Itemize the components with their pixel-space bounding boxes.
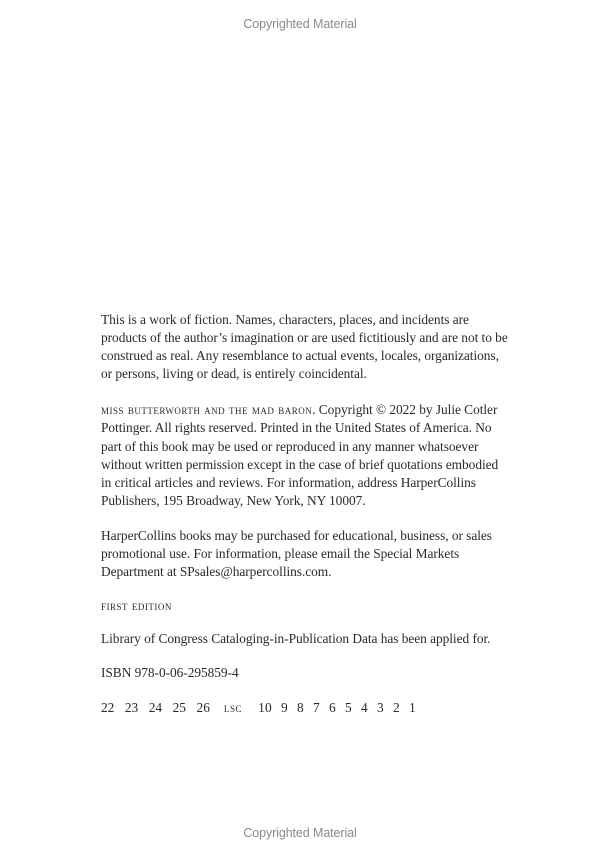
- fiction-disclaimer: This is a work of fiction. Names, characters, places, and incidents are products of the author’s imagination or are used fictitiously and are not to be construed as real. Any resemblance to actual events, locales, organizations, or persons, living or dead, is entirely coincidental.: [101, 312, 508, 382]
- isbn: ISBN 978-0-06-295859-4: [101, 665, 239, 681]
- edition-label: first edition: [101, 598, 172, 614]
- copyright-notice: [101, 401, 511, 510]
- impression-numbers: 10 9 8 7 6 5 4 3 2 1: [258, 699, 416, 715]
- cip-statement: Library of Congress Cataloging-in-Publication Data has been applied for.: [101, 631, 491, 647]
- watermark-top: Copyrighted Material: [243, 17, 357, 31]
- copyright-text: . Copyright © 2022 by Julie Cotler Pottinger. All rights reserved. Printed in the United States of America. No part of this book may be used or reproduced in any manner whatsoever without written permission except in the case of brief quotations embodied in critical articles and reviews. For information, address HarperCollins Publishers, 195 Broadway, New York, NY 10007.: [101, 402, 499, 508]
- printing-line: [101, 699, 511, 717]
- special-sales-info: HarperCollins books may be purchased for educational, business, or sales promotional use. For information, please email the Special Markets Department at SPsales@harpercollins.com.: [101, 527, 492, 580]
- copyright-page-body: [101, 311, 511, 717]
- watermark-bottom: Copyrighted Material: [243, 826, 357, 840]
- print-years: 22 23 24 25 26: [101, 699, 210, 715]
- book-title: miss butterworth and the mad baron: [101, 402, 313, 418]
- printer-code: lsc: [223, 699, 243, 715]
